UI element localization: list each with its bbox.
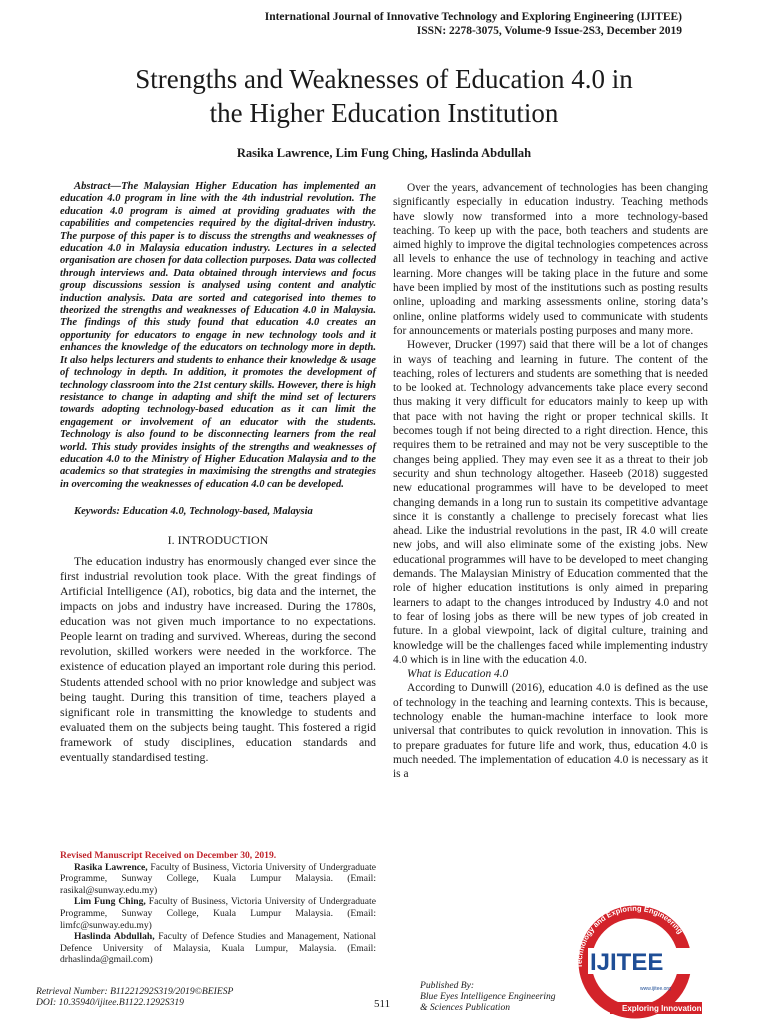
author2-name: Lim Fung Ching, — [74, 896, 146, 908]
retrieval-info — [36, 986, 233, 1008]
doi: DOI: 10.35940/ijitee.B1122.1292S319 — [36, 997, 184, 1008]
author2-note — [60, 896, 376, 931]
publisher-info — [420, 980, 556, 1013]
abstract: Abstract—The Malaysian Higher Education has implemented an education 4.0 program in line with the 4th industrial revolution. The education 4.0 program is aimed at providing graduates with the capabilities and competencies required by the digital-driven industry. The purpose of this paper is to discuss the strengths and weaknesses of education 4.0 in Malaysia education industry. Lectures in a selected organisation are chosen for data collection purposes. Data was collected through interviews and. Data obtained through interviews and focus group discussions session is analysed using content and analytic induction analysis. Data are sorted and categorised into themes to theorized the strengths and weaknesses of Education 4.0 in Malaysia. The findings of this study found that education 4.0 creates an opportunity for educators to engage in new technology tools and it enhances the knowledge of the educators on technology more in depth. It also helps lecturers and students to enhance their knowledge & usage of technology in depth. In addition, it promotes the development of technology classroom into the 21st century skills. However, there is high resistance to change in adapting and shift the mind set of lecturers towards adopting technology-based education as it can limit the engagement or involvement of an educator with the students. Technology is also found to be disconnecting learners from the real world. This study provides insights of the strengths and weaknesses of education 4.0 to the Ministry of Higher Education Malaysia and to the academics so that strategies in maximising the strengths and strategies in overcoming the weaknesses of education 4.0 can be developed. — [60, 181, 376, 490]
logo-name: IJITEE — [590, 949, 664, 976]
keywords: Keywords: Education 4.0, Technology-based, Malaysia — [74, 506, 313, 518]
publisher-line-1: Blue Eyes Intelligence Engineering — [420, 991, 556, 1002]
logo-tagline: Exploring Innovation — [622, 1004, 702, 1013]
author3-note — [60, 931, 376, 966]
authors: Rasika Lawrence, Lim Fung Ching, Haslinda Abdullah — [236, 146, 532, 160]
right-column — [393, 181, 708, 781]
author1-name: Rasika Lawrence, — [74, 861, 148, 873]
logo-ring-text: Technology and Exploring Engineering — [574, 903, 685, 969]
title-line-2: the Higher Education Institution — [209, 98, 559, 128]
intro-paragraph: The education industry has enormously changed ever since the first industrial revolution took place. With the great findings of Artificial Intelligence (AI), robotics, big data and the internet, the impacts on jobs and industry have increased. During the 1780s, education was not given much importance to no expectations. People learnt on trading and survived. Whereas, during the second revolution, skilled workers were needed in the workforce. The existence of education played an important role during this period. Students attended school with no prior knowledge and subject was being taught. During this transition of time, teachers played a significant role in transmitting the knowledge to students and evaluated them on the subjects being taught. This fostered a rigid framework of study disciplines, education standards and eventually standardised testing. — [60, 553, 376, 764]
logo-website: www.ijitee.org — [640, 986, 671, 992]
author1-affiliation: Faculty of Business, Victoria University of Undergraduate Programme, Sunway College, Kuala Lumpur Malaysia. (Email: rasikal@sunway.edu.my) — [60, 861, 377, 896]
author3-affiliation: Faculty of Defence Studies and Management, National Defence University of Malaysia, Kuala Lumpur, Malaysia. (Email: drhaslinda@gmail.com) — [60, 931, 376, 966]
publisher-line-2: & Sciences Publication — [420, 1002, 511, 1013]
left-column — [60, 181, 376, 765]
journal-header — [265, 10, 682, 38]
footnotes — [60, 850, 376, 966]
title-line-1: Strengths and Weaknesses of Education 4.0 in — [135, 64, 633, 94]
author2-affiliation: Faculty of Business, Victoria University of Undergraduate Programme, Sunway College, Kuala Lumpur Malaysia. (Email: limfc@sunway.edu.my) — [60, 896, 376, 931]
author1-note — [60, 862, 376, 897]
journal-issn: ISSN: 2278-3075, Volume-9 Issue-2S3, December 2019 — [416, 25, 682, 37]
section-heading: I. INTRODUCTION — [167, 533, 269, 548]
body-paragraph: Over the years, advancement of technologies has been changing significantly especially in education industry. Teaching methods have slowly now transformed into a more technology-based teaching. To keep up with the pace, both teachers and students are aimed highly to improve the digital technologies competences across all levels to enhance the use of technology in teaching and active learning. More changes will be taking place in the future and some have been implied by most of the institutions such as posting results online, uploading and marking assessments online, storing data’s online, online platforms widely used to communicate with students for announcements or materials posting purposes and many more. — [393, 182, 708, 337]
body-paragraph: However, Drucker (1997) said that there will be a lot of changes in ways of teaching and learning in future. The content of the teaching, roles of lecturers and students are something that is needed to be looked at. Technology advancements take place every second thus making it very difficult for educators mainly to keep up with that pace with not having the right or proper technical skills. It becomes tough if not being directed to a right direction. Hence, this requires them to be retrained and may not be very susceptible to the changes being applied. They may even see it as a threat to their job security and shun technology altogether. Haseeb (2018) suggested new educational programmes will have to be developed to meet changing demands in a long run to sustain its competitive advantage since it is constantly a challenge to precisely forecast what lies ahead. Like the industrial revolutions in the past, IR 4.0 will create new jobs, and will also eliminate some of the existing jobs. New educational programmes will have to be developed to meet changing demands. The Malaysian Ministry of Education commented that the role of higher education institutions is only aimed in preparing learners to adapt to the changes introduced by Industry 4.0 and not to fear of losing jobs as there will be new types of job created in future. In a global viewpoint, lack of digital culture, training and knowledge will be the challenges faced while implementing industry 4.0 which is in line with the education 4.0. — [393, 339, 708, 666]
published-by: Published By: — [420, 980, 475, 991]
ijitee-logo — [560, 890, 710, 1020]
revised-note: Revised Manuscript Received on December 30, 2019. — [60, 850, 277, 861]
journal-name: International Journal of Innovative Technology and Exploring Engineering (IJITEE) — [264, 11, 682, 23]
page-number: 511 — [374, 998, 391, 1010]
body-paragraph: According to Dunwill (2016), education 4.0 is defined as the use of technology in the teaching and learning contexts. This is because, technology enable the human-machine interface to look more universal that contributes to quick revolution in innovation. This is to prepare graduates for future life and work, thus, education 4.0 is much needed. The implementation of education 4.0 is necessary as it is a — [393, 682, 708, 781]
subheading: What is Education 4.0 — [407, 668, 509, 681]
retrieval-number: Retrieval Number: B11221292S319/2019©BEIESP — [36, 986, 234, 997]
paper-title — [40, 62, 728, 130]
author3-name: Haslinda Abdullah, — [74, 931, 155, 943]
